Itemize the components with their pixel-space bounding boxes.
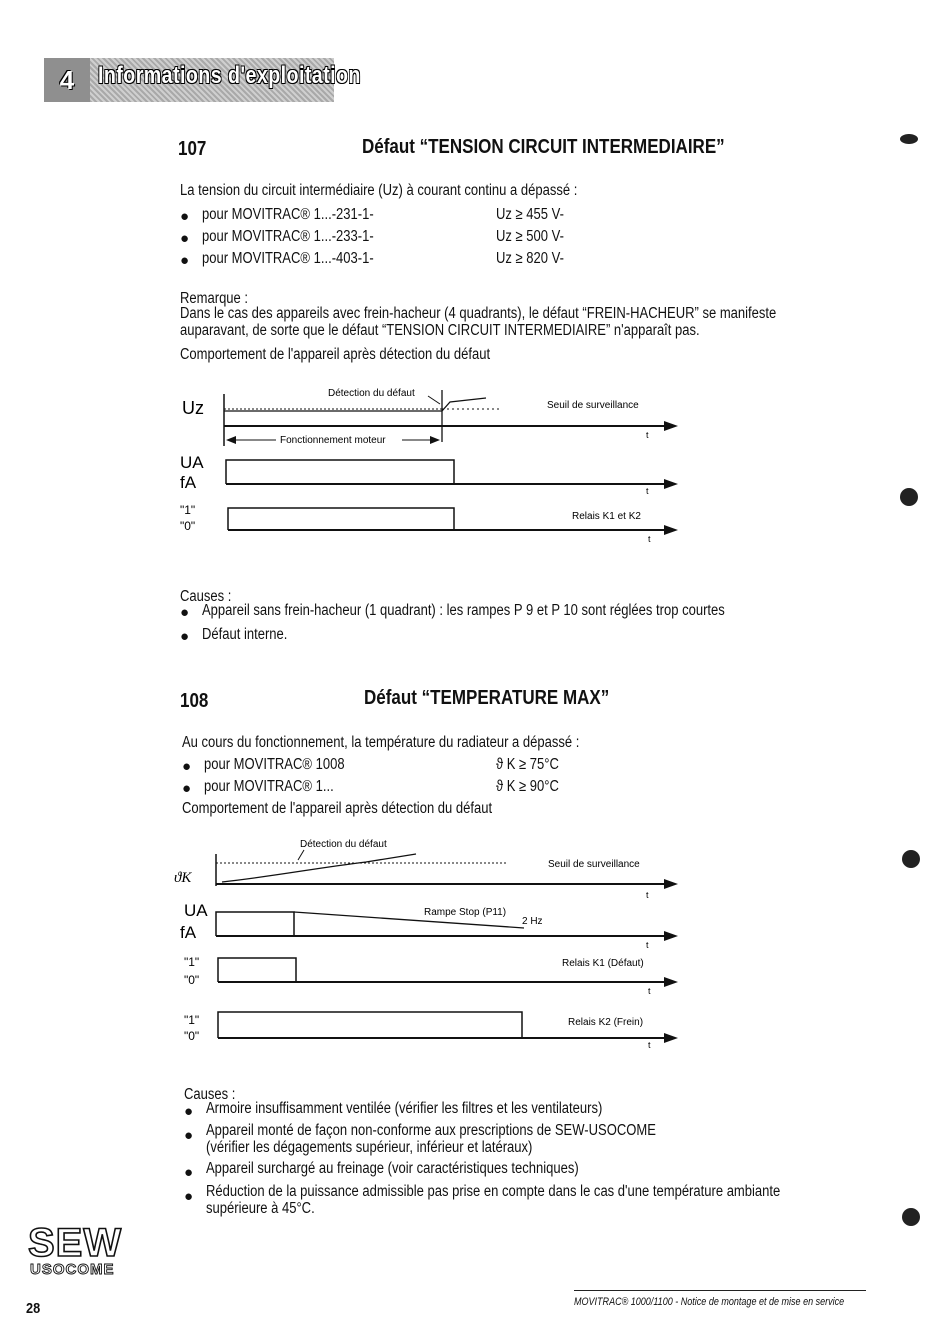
sew-usocome-logo [26, 1218, 164, 1278]
svg-text:SEW: SEW [28, 1221, 123, 1265]
list-item: pour MOVITRAC® 1...-231-1- [202, 206, 374, 223]
punch-hole [902, 850, 920, 868]
cause-item: Réduction de la puissance admissible pas prise en compte dans le cas d'une température ambiante [206, 1183, 781, 1200]
t-axis-label: t [648, 534, 651, 544]
cause-item: Défaut interne. [202, 626, 288, 643]
fault-107-code: 107 [178, 138, 207, 160]
bullet: ● [180, 252, 190, 269]
list-item-threshold: ϑ K ≥ 90°C [496, 778, 559, 795]
state-1-label: "1" [184, 955, 200, 969]
relay-k1-label: Relais K1 (Défaut) [562, 958, 644, 969]
behaviour-heading: Comportement de l'appareil après détection du défaut [182, 800, 493, 817]
cause-item: Appareil sans frein-hacheur (1 quadrant) : les rampes P 9 et P 10 sont réglées trop courtes [202, 602, 725, 619]
remark-label: Remarque : [180, 290, 249, 307]
motor-operation-label: Fonctionnement moteur [280, 435, 386, 446]
punch-hole [902, 1208, 920, 1226]
list-item: pour MOVITRAC® 1... [204, 778, 334, 795]
list-item: pour MOVITRAC® 1...-403-1- [202, 250, 374, 267]
t-axis-label: t [648, 986, 651, 996]
detection-label: Détection du défaut [300, 839, 387, 850]
bullet: ● [182, 780, 192, 797]
fault-107-intro: La tension du circuit intermédiaire (Uz) à courant continu a dépassé : [180, 182, 578, 199]
t-axis-label: t [646, 940, 649, 950]
cause-item-continued: (vérifier les dégagements supérieur, inférieur et latéraux) [206, 1139, 533, 1156]
bullet: ● [184, 1164, 194, 1181]
state-0-label: "0" [184, 1029, 200, 1043]
cause-item: Appareil surchargé au freinage (voir caractéristiques techniques) [206, 1160, 579, 1177]
cause-item: Armoire insuffisamment ventilée (vérifier les filtres et les ventilateurs) [206, 1100, 603, 1117]
timing-diagram-108 [166, 832, 686, 1052]
remark-line: auparavant, de sorte que le défaut “TENSION CIRCUIT INTERMEDIAIRE” n'apparaît pas. [180, 322, 700, 339]
causes-label: Causes : [180, 588, 232, 605]
bullet: ● [180, 628, 190, 645]
fault-108-intro: Au cours du fonctionnement, la température du radiateur a dépassé : [182, 734, 580, 751]
hz-label: 2 Hz [522, 916, 543, 927]
timing-diagram-107 [170, 380, 690, 550]
bullet: ● [182, 758, 192, 775]
t-axis-label: t [646, 430, 649, 440]
bullet: ● [184, 1188, 194, 1205]
footer-rule [574, 1290, 866, 1291]
section-number: 4 [44, 58, 90, 102]
behaviour-heading: Comportement de l'appareil après détection du défaut [180, 346, 491, 363]
punch-hole [900, 134, 918, 144]
section-title: Informations d'exploitation [98, 62, 361, 89]
relay-label: Relais K1 et K2 [572, 511, 641, 522]
t-axis-label: t [646, 890, 649, 900]
t-axis-label: t [648, 1040, 651, 1050]
bullet: ● [184, 1103, 194, 1120]
list-item-threshold: Uz ≥ 820 V- [496, 250, 564, 267]
list-item-threshold: Uz ≥ 455 V- [496, 206, 564, 223]
fault-108-code: 108 [180, 690, 209, 712]
axis-label-fa: fA [180, 923, 197, 942]
threshold-label: Seuil de surveillance [548, 859, 640, 870]
state-1-label: "1" [184, 1013, 200, 1027]
ramp-label: Rampe Stop (P11) [424, 907, 507, 918]
threshold-label: Seuil de surveillance [547, 400, 639, 411]
list-item: pour MOVITRAC® 1...-233-1- [202, 228, 374, 245]
footer-doc-title: MOVITRAC® 1000/1100 - Notice de montage et de mise en service [574, 1296, 845, 1308]
state-0-label: "0" [180, 519, 196, 533]
t-axis-label: t [646, 486, 649, 496]
relay-k2-label: Relais K2 (Frein) [568, 1017, 644, 1028]
list-item-threshold: Uz ≥ 500 V- [496, 228, 564, 245]
cause-item: Appareil monté de façon non-conforme aux prescriptions de SEW-USOCOME [206, 1122, 656, 1139]
axis-label-fa: fA [180, 473, 197, 492]
axis-label-uz: Uz [182, 398, 204, 418]
axis-label-ua: UA [184, 901, 208, 920]
svg-text:USOCOME: USOCOME [30, 1261, 115, 1278]
punch-hole [900, 488, 918, 506]
state-1-label: "1" [180, 503, 196, 517]
list-item: pour MOVITRAC® 1008 [204, 756, 345, 773]
bullet: ● [184, 1127, 194, 1144]
bullet: ● [180, 208, 190, 225]
remark-line: Dans le cas des appareils avec frein-hacheur (4 quadrants), le défaut “FREIN-HACHEUR” se manifeste [180, 305, 777, 322]
list-item-threshold: ϑ K ≥ 75°C [496, 756, 559, 773]
page-number: 28 [26, 1300, 41, 1317]
detection-label: Détection du défaut [328, 388, 415, 399]
cause-item-continued: supérieure à 45°C. [206, 1200, 315, 1217]
causes-label: Causes : [184, 1086, 236, 1103]
bullet: ● [180, 230, 190, 247]
fault-108-title: Défaut “TEMPERATURE MAX” [364, 687, 610, 709]
axis-label-ua: UA [180, 453, 204, 472]
axis-label-theta-k: ϑK [174, 870, 192, 886]
state-0-label: "0" [184, 973, 200, 987]
bullet: ● [180, 604, 190, 621]
fault-107-title: Défaut “TENSION CIRCUIT INTERMEDIAIRE” [362, 136, 725, 158]
